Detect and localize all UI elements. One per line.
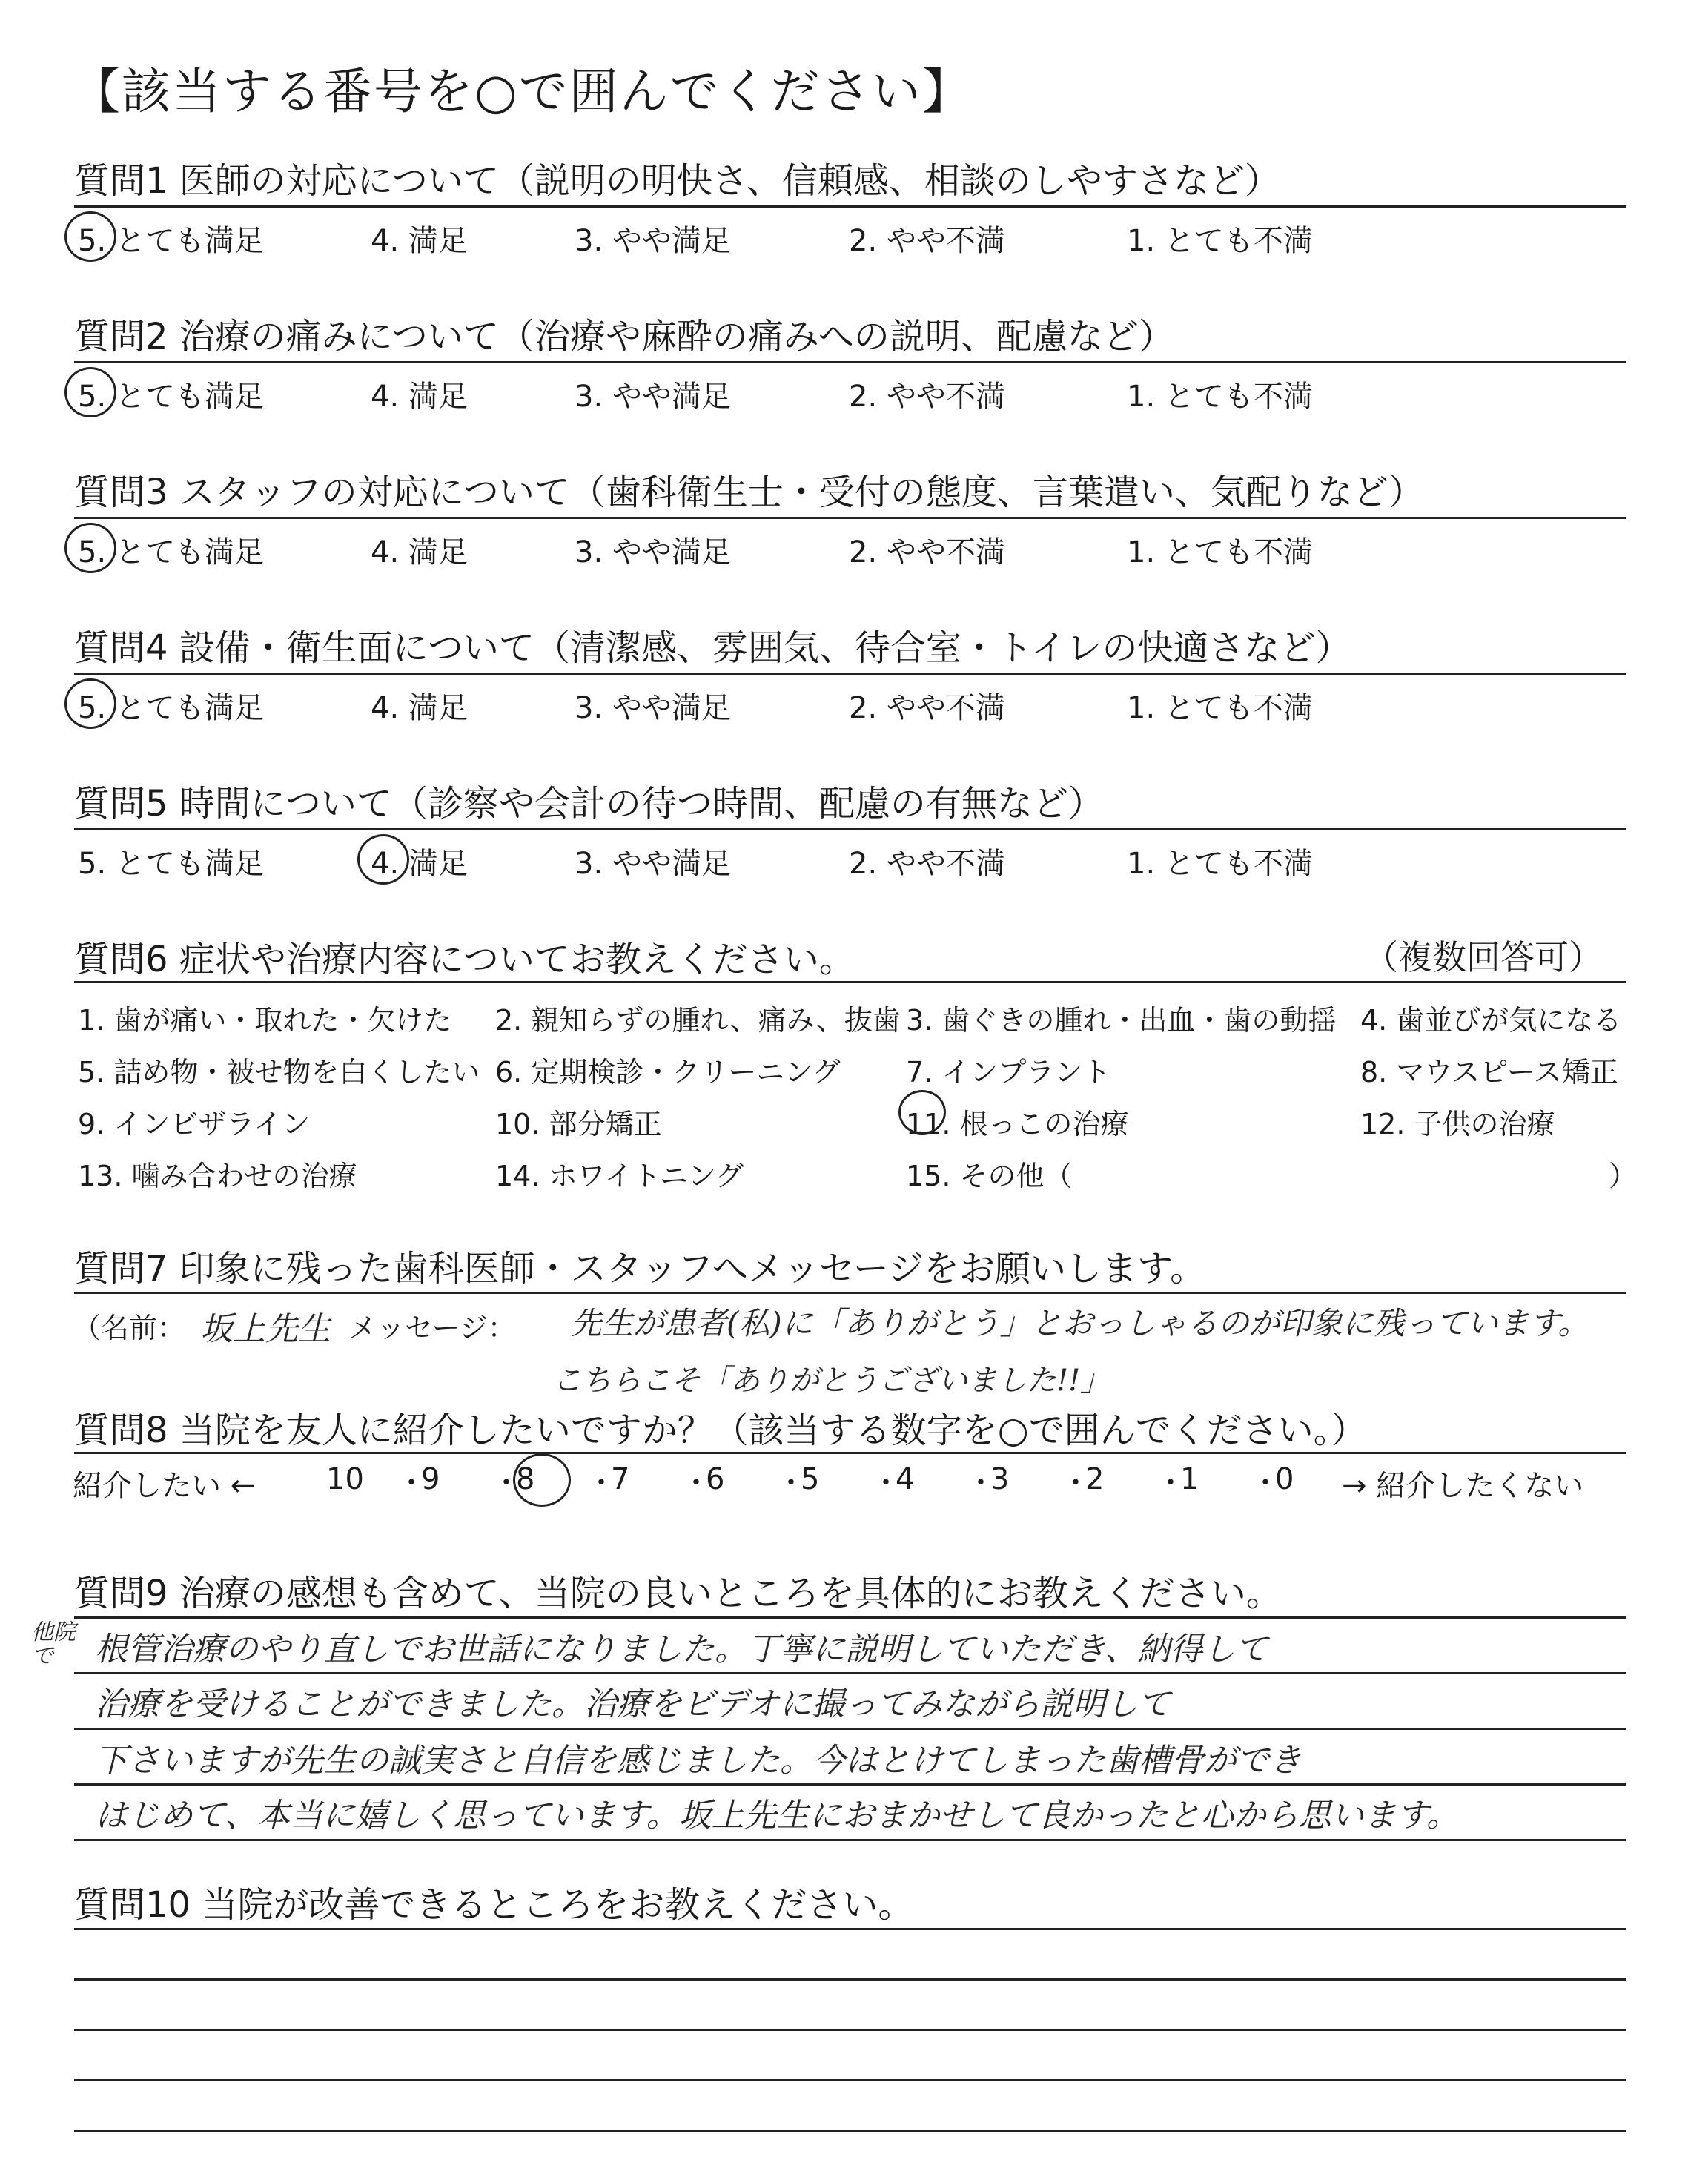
q4-option: 1. とても不満	[1127, 691, 1313, 725]
q2-rule	[74, 361, 1626, 363]
q4-selection-circle	[64, 678, 116, 729]
q6-option: 2. 親知らずの腫れ、痛み、抜歯	[495, 1004, 901, 1037]
q8-rule	[74, 1452, 1626, 1454]
q8-left-label: 紹介したい ←	[73, 1469, 256, 1503]
q3-option: 4. 満足	[371, 535, 468, 569]
q9-write-line	[74, 1839, 1626, 1841]
q5-option: 3. やや満足	[575, 847, 731, 881]
q6-option: 6. 定期検診・クリーニング	[495, 1056, 841, 1089]
q2-label: 質問2 治療の痛みについて（治療や麻酔の痛みへの説明、配慮など）	[74, 316, 1174, 357]
q8-scale-number: 10	[326, 1462, 364, 1496]
q6-option: 4. 歯並びが気になる	[1360, 1004, 1622, 1037]
q7-message-line-1: 先生が患者(私)に「ありがとう」とおっしゃるのが印象に残っています。	[571, 1305, 1589, 1341]
q1-rule	[74, 205, 1626, 208]
q4-option: 4. 満足	[371, 691, 468, 725]
q9-write-line	[74, 1728, 1626, 1730]
q8-separator-dot: ・	[681, 1466, 711, 1500]
q6-option: 8. マウスピース矯正	[1360, 1056, 1618, 1089]
q7-label: 質問7 印象に残った歯科医師・スタッフへメッセージをお願いします。	[74, 1248, 1206, 1289]
q6-label: 質問6 症状や治療内容についてお教えください。	[74, 939, 855, 980]
q8-separator-dot: ・	[1061, 1466, 1090, 1500]
q7-rule	[74, 1292, 1626, 1294]
q4-option: 5. とても満足	[78, 691, 264, 725]
q8-scale-number: 9	[421, 1462, 440, 1496]
q6-option: 15. その他（	[906, 1160, 1073, 1192]
q2-option: 1. とても不満	[1127, 380, 1313, 414]
q8-scale-number: 4	[896, 1462, 915, 1496]
q9-answer-line: 根管治療のやり直しでお世話になりました。丁寧に説明していただき、納得して	[95, 1631, 1268, 1668]
q8-separator-dot: ・	[871, 1466, 901, 1500]
q8-right-label: → 紹介したくない	[1342, 1469, 1584, 1503]
q4-option: 2. やや不満	[849, 691, 1005, 725]
q8-scale-number: 0	[1275, 1462, 1294, 1496]
q6-option: ）	[1609, 1160, 1638, 1192]
q1-option: 5. とても満足	[78, 224, 264, 258]
q10-write-line	[74, 2029, 1626, 2031]
q6-rule	[74, 981, 1626, 983]
q8-scale-number: 3	[990, 1462, 1010, 1496]
q5-option: 4. 満足	[371, 847, 468, 881]
q8-separator-dot: ・	[491, 1466, 521, 1500]
q8-scale-number: 8	[516, 1462, 535, 1496]
q6-selection-circle	[898, 1090, 946, 1135]
q3-label: 質問3 スタッフの対応について（歯科衛生士・受付の態度、言葉遣い、気配りなど）	[74, 472, 1424, 513]
q6-option: 5. 詰め物・被せ物を白くしたい	[78, 1056, 480, 1089]
q1-selection-circle	[64, 211, 116, 262]
q9-answer-line: 治療を受けることができました。治療をビデオに撮ってみながら説明して	[95, 1685, 1171, 1723]
q5-selection-circle	[357, 834, 409, 885]
form-title: 【該当する番号を○で囲んでください】	[71, 63, 973, 120]
q9-answer-line: はじめて、本当に嬉しく思っています。坂上先生におまかせして良かったと心から思います。	[95, 1797, 1460, 1834]
q1-option: 3. やや満足	[575, 224, 731, 258]
q8-scale-number: 7	[611, 1462, 630, 1496]
q8-selection-circle	[513, 1453, 571, 1507]
q1-label: 質問1 医師の対応について（説明の明快さ、信頼感、相談のしやすさなど）	[74, 160, 1280, 202]
q4-label: 質問4 設備・衛生面について（清潔感、雰囲気、待合室・トイレの快適さなど）	[74, 627, 1351, 669]
q10-write-line	[74, 2079, 1626, 2081]
q7-name-value: 坂上先生	[200, 1310, 331, 1348]
q9-label: 質問9 治療の感想も含めて、当院の良いところを具体的にお教えください。	[74, 1573, 1282, 1614]
q5-option: 1. とても不満	[1127, 847, 1313, 881]
q1-option: 4. 満足	[371, 224, 468, 258]
q9-write-line	[74, 1783, 1626, 1786]
q6-option: 10. 部分矯正	[495, 1108, 662, 1140]
q10-write-line	[74, 1928, 1626, 1930]
q5-option: 2. やや不満	[849, 847, 1005, 881]
q3-option: 5. とても満足	[78, 535, 264, 569]
q6-note: （複数回答可）	[1364, 937, 1603, 977]
q9-rule	[74, 1616, 1626, 1619]
q8-scale-number: 1	[1180, 1462, 1199, 1496]
q6-option: 9. インビザライン	[78, 1108, 311, 1140]
q6-option: 11. 根っこの治療	[906, 1108, 1129, 1140]
q3-selection-circle	[64, 523, 116, 573]
q3-option: 2. やや不満	[849, 535, 1005, 569]
q6-option: 12. 子供の治療	[1360, 1108, 1555, 1140]
q8-label: 質問8 当院を友人に紹介したいですか？（該当する数字を○で囲んでください。）	[74, 1410, 1367, 1451]
q2-option: 2. やや不満	[849, 380, 1005, 414]
q8-scale-number: 6	[706, 1462, 725, 1496]
q6-option: 3. 歯ぐきの腫れ・出血・歯の動揺	[906, 1004, 1337, 1037]
q7-message-label: メッセージ：	[348, 1312, 516, 1344]
q6-option: 1. 歯が痛い・取れた・欠けた	[78, 1004, 452, 1037]
q10-write-line	[74, 1978, 1626, 1981]
q8-scale-number: 2	[1085, 1462, 1105, 1496]
q10-label: 質問10 当院が改善できるところをお教えください。	[74, 1884, 914, 1926]
q1-option: 2. やや不満	[849, 224, 1005, 258]
q9-margin-note: 他院で	[31, 1619, 76, 1669]
q2-option: 5. とても満足	[78, 380, 264, 414]
q4-rule	[74, 673, 1626, 675]
q9-answer-line: 下さいますが先生の誠実さと自信を感じました。今はとけてしまった歯槽骨ができ	[95, 1742, 1302, 1780]
q2-selection-circle	[64, 367, 116, 417]
q4-option: 3. やや満足	[575, 691, 731, 725]
q5-option: 5. とても満足	[78, 847, 264, 881]
q8-separator-dot: ・	[776, 1466, 806, 1500]
q3-rule	[74, 517, 1626, 519]
q3-option: 3. やや満足	[575, 535, 731, 569]
q8-separator-dot: ・	[1156, 1466, 1185, 1500]
q3-option: 1. とても不満	[1127, 535, 1313, 569]
q5-rule	[74, 828, 1626, 830]
q8-separator-dot: ・	[586, 1466, 616, 1500]
q2-option: 3. やや満足	[575, 380, 731, 414]
q6-option: 14. ホワイトニング	[495, 1160, 744, 1192]
q6-option: 13. 噛み合わせの治療	[78, 1160, 357, 1192]
q8-separator-dot: ・	[966, 1466, 996, 1500]
q5-label: 質問5 時間について（診察や会計の待つ時間、配慮の有無など）	[74, 783, 1104, 825]
q8-separator-dot: ・	[1251, 1466, 1280, 1500]
q7-name-label: （名前：	[73, 1312, 186, 1344]
q6-option: 7. インプラント	[906, 1056, 1111, 1089]
q10-write-line	[74, 2130, 1626, 2132]
q2-option: 4. 満足	[371, 380, 468, 414]
q1-option: 1. とても不満	[1127, 224, 1313, 258]
q9-write-line	[74, 1672, 1626, 1674]
q7-message-line-2: こちらこそ「ありがとうございました!!」	[552, 1364, 1110, 1398]
q8-scale-number: 5	[801, 1462, 820, 1496]
q8-separator-dot: ・	[397, 1466, 426, 1500]
